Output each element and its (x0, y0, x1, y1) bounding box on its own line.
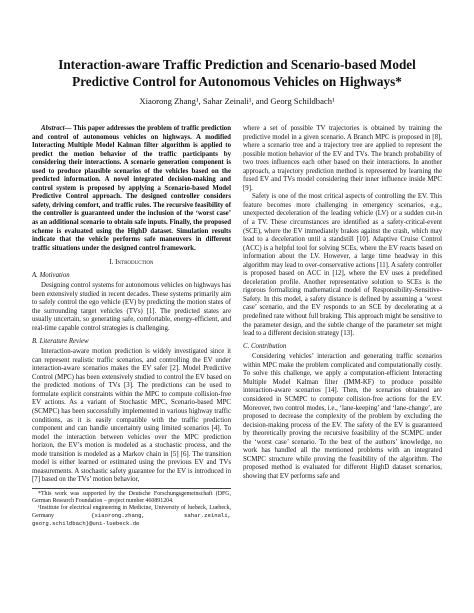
title-line-2: Predictive Control for Autonomous Vehicles on Highways* (72, 74, 402, 89)
affiliation-text: ¹Institute for electrical engineering in Medicine, University of luebeck, Luebeck, Germany (32, 504, 231, 519)
title-line-1: Interaction-aware Traffic Prediction and Scenario-based Model (58, 57, 416, 72)
affiliation-footnote (32, 505, 231, 528)
abstract-lead: Abstract (41, 125, 65, 132)
literature-review-continued: where a set of possible TV trajectories is obtained by training the predictive model in a given scenario. A Branch MPC is proposed in [8], where a scenario tree and a trajectory tree are applied to represent the possible motion behavior of the EV and TVs. The branch probability of two trees influences each other based on their interactions. In another approach, a trajectory prediction method is represented by learning the fused EV and TVs model considering their inner influence inside MPC [9]. (243, 125, 442, 192)
subsection-heading-literature-review: B. Literature Review (32, 337, 89, 345)
subsection-heading-contribution: C. Contribution (243, 342, 287, 350)
funding-footnote: *This work was supported by the Deutsche Forschungsgemeinschaft (DFG, German Research Foundation – project number 460891204. (32, 490, 231, 504)
author-emails: {xiaorong.zhang, sahar.zeinali, georg.schildbach}@uni-luebeck.de (32, 511, 231, 527)
motivation-paragraph: Designing control systems for autonomous vehicles on highways has been extensively studied in recent decades. These systems primarily aim to safely control the ego vehicle (EV) by predicting the motion states of the surrounding target vehicles (TVs) [1]. The predicted states are usually uncertain, so generating safe, comfortable, energy-efficient, and real-time capable control strategies is challenging. (32, 282, 231, 333)
right-column (243, 125, 442, 481)
abstract (32, 125, 231, 253)
literature-review-paragraph: Interaction-aware motion prediction is widely investigated since it can represent realistic traffic scenarios, and controlling the EV under interaction-aware scenarios makes the EV safer [2]. Model Predictive Control (MPC) has been extensively studied to control the EV based on the predicted motions of TVs [3]. The predictions can be used to formulate explicit constraints within the MPC to compute collision-free EV actions. As a variant of Stochastic MPC, Scenario-based MPC (SCMPC) has been successfully implemented in various highway traffic conditions, as it is easily compatible with the traffic prediction component and can handle uncertainty using limited scenarios [4]. To model the interaction between vehicles over the MPC prediction horizon, the EV’s motion is modeled as a stochastic process, and the mode transition is modeled as a Markov chain in [5] [6]. The transition model is either learned or estimated using the previous EV and TVs measurements. A stochastic safety guarantee for the EV is introduced in [7] based on the TVs’ motion behavior, (32, 348, 231, 484)
safety-paragraph: Safety is one of the most critical aspects of controlling the EV. This feature becomes more challenging in emergency scenarios, e.g., unexpected deceleration of the leading vehicle (LV) or a sudden cut-in of a TV. These circumstances are identified as a safety-critical-event (SCE), where the EV immediately brakes against the crash, which may lead to a deceleration until a standstill [10]. Adaptive Cruise Control (ACC) is a helpful tool for solving SCEs, where the EV reacts based on information about the LV. However, a large time headway in this algorithm may lead to over-conservative actions [11]. A safety controller is proposed based on ACC in [12], where the EV uses a predefined deceleration profile. Another representative solution to SCEs is the rigorous formalizing mathematical model of Responsibility-Sensitive-Safety. In this model, a safety distance is defined by assuming a ‘worst case’ scenario, and the EV responds to an SCE by decelerating at a predefined rate without full braking. This approach might be sensitive to the parameter design, and the subtle change of the parameter set might lead to a different decision strategy [13]. (243, 193, 442, 338)
section-heading-introduction: I. Introduction (109, 259, 154, 267)
contribution-paragraph: Considering vehicles’ interaction and generating traffic scenarios within MPC make the problem complicated and computationally costly. To solve this challenge, we apply a computation-efficient Interacting Multiple Model Kalman filter (IMM-KF) to produce possible interaction-aware scenarios [14]. Then, the scenarios obtained are considered in SCMPC to compute collision-free actions for the EV. Moreover, two control modes, i.e., ‘lane-keeping’ and ‘lane-change’, are proposed to decrease the complexity of the problem by excluding the decision-making process of the EV. The safety of the EV is guaranteed by theoretically proving the recursive feasibility of the SCMPC under the ‘worst case’ scenario. To the best of the authors’ knowledge, no work has handled all the mentioned problems with an integrated SCMPC structure while proving the feasibility of the algorithm. The proposed method is evaluated for different HighD dataset scenarios, showing that EV performs safe and (243, 353, 442, 480)
footnotes (32, 488, 231, 528)
left-column (32, 125, 231, 528)
abstract-text: — This paper addresses the problem of traffic prediction and control of autonomous vehicles on highways. A modified Interacting Multiple Model Kalman filter algorithm is applied to predict the motion behavior of the traffic participants by considering their interactions. A scenario generation component is used to produce plausible scenarios of the vehicles based on the predicted information. A novel integrated decision-making and control system is proposed by applying a Scenario-based Model Predictive Control approach. The designed controller considers safety, driving comfort, and traffic rules. The recursive feasibility of the controller is guaranteed under the inclusion of the ‘worst case’ as an additional scenario to obtain safe inputs. Finally, the proposed scheme is evaluated using the HighD dataset. Simulation results indicate that the vehicle performs safe maneuvers in different traffic situations under the designed control framework. (32, 125, 231, 252)
subsection-heading-motivation: A. Motivation (32, 271, 70, 279)
author-list: Xiaorong Zhang¹, Sahar Zeinali¹, and Georg Schildbach¹ (139, 96, 335, 106)
paper-title (31, 56, 443, 90)
